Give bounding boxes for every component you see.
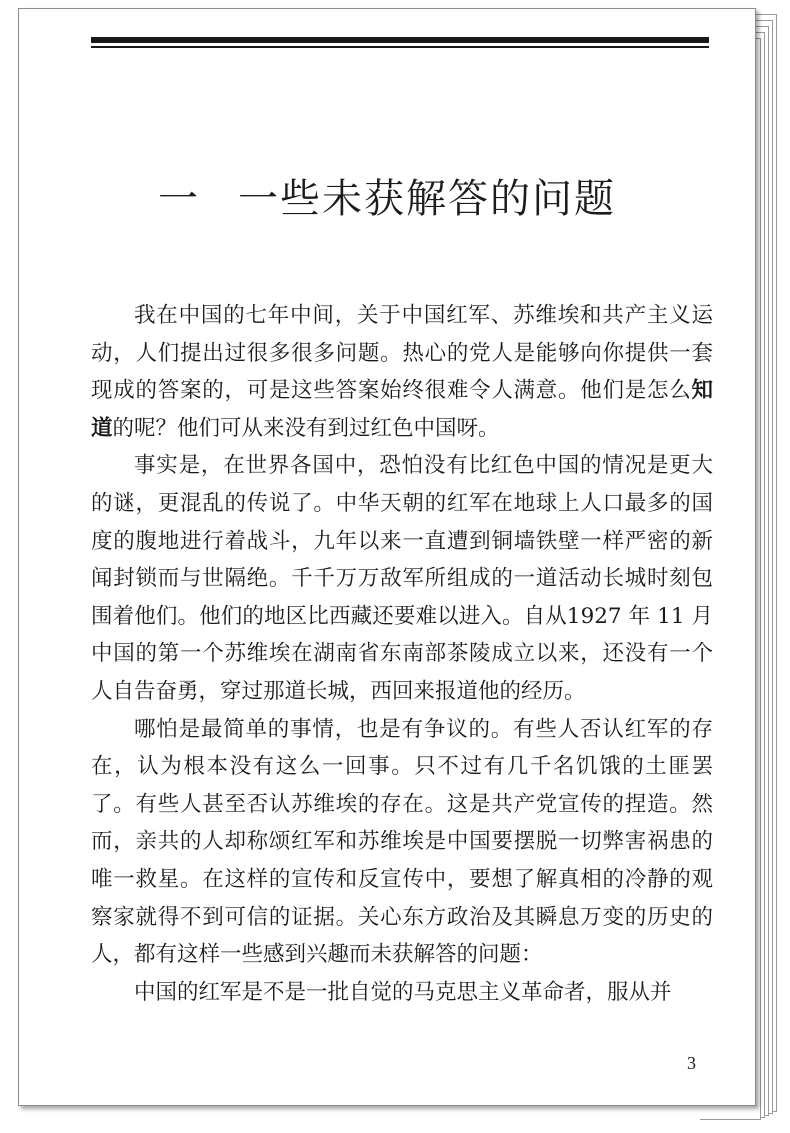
page-number: 3: [687, 1053, 696, 1073]
paragraph: [91, 297, 713, 447]
chapter-number: 一: [158, 176, 200, 222]
paragraph-text: 我在中国的七年中间，关于中国红军、苏维埃和共产主义运动，人们提出过很多很多问题。热心的党人是能够向你提供一套现成的答案的，可是这些答案始终很难令人满意。他们是怎么: [91, 303, 713, 404]
header-rule: [91, 37, 709, 48]
body-text: [91, 297, 713, 1011]
paragraph-text: 的呢？他们可从来没有到过红色中国呀。: [112, 415, 500, 441]
paragraph: 哪怕是最简单的事情，也是有争议的。有些人否认红军的存在，认为根本没有这么一回事。只不过有几千名饥饿的土匪罢了。有些人甚至否认苏维埃的存在。这是共产党宣传的捏造。然而，亲共的人却称颂红军和苏维埃是中国要摆脱一切弊害祸患的唯一救星。在这样的宣传和反宣传中，要想了解真相的冷静的观察家就得不到可信的证据。关心东方政治及其瞬息万变的历史的人，都有这样一些感到兴趣而未获解答的问题：: [91, 716, 713, 968]
emphasis-text: 知道: [91, 378, 713, 441]
header-rule-thick: [91, 37, 709, 43]
chapter-title-text: 一些未获解答的问题: [238, 176, 616, 222]
book-page: [18, 8, 756, 1106]
header-rule-thin: [91, 46, 709, 48]
paragraph: 事实是，在世界各国中，恐怕没有比红色中国的情况是更大的谜，更混乱的传说了。中华天朝的红军在地球上人口最多的国度的腹地进行着战斗，九年以来一直遭到铜墙铁壁一样严密的新闻封锁而与世隔绝。千千万万敌军所组成的一道活动长城时刻包围着他们。他们的地区比西藏还要难以进入。自从1927 年 11 月中国的第一个苏维埃在湖南省东南部茶陵成立以来，还没有一个人自告奋勇，穿过那道长城，西回来报道他的经历。: [91, 453, 713, 704]
paragraph: 中国的红军是不是一批自觉的马克思主义革命者，服从并: [134, 979, 672, 1005]
chapter-title: [19, 167, 755, 224]
